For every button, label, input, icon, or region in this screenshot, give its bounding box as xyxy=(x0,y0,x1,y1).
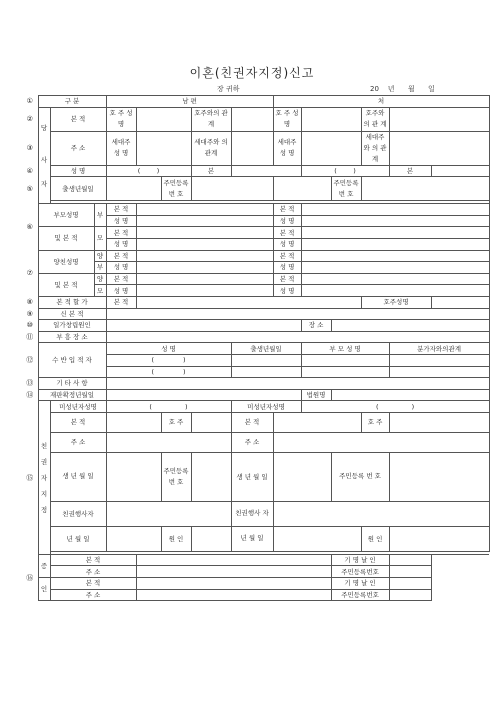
address-label: 주 소 xyxy=(50,589,136,601)
wife-father-name-field[interactable] xyxy=(301,215,489,227)
custodian-label: 친권행사자 xyxy=(50,501,106,526)
row-number: ⑥ xyxy=(22,204,38,250)
resident-number-label: 주민등록번호 xyxy=(331,566,389,578)
court-name-label: 법원명 xyxy=(301,389,331,401)
minor-name-field-2[interactable]: ( ) xyxy=(301,401,489,413)
hoju-relation-label: 호주와의 관 계 xyxy=(191,107,231,131)
husband-mother-name-field[interactable] xyxy=(136,238,273,250)
row-number: ② xyxy=(22,107,38,131)
bon-label: 본 xyxy=(389,165,431,177)
row-number: ⑯ xyxy=(22,554,38,600)
witness-label: 증 xyxy=(38,554,50,577)
resident-number-label: 주민등록 번 호 xyxy=(161,177,191,201)
bonjeok-label: 본 적 xyxy=(50,412,106,432)
husband-mother-bonjeok-field[interactable] xyxy=(136,227,273,239)
page-title: 이혼(친권자지정)신고 xyxy=(189,66,315,80)
husband-adoptive-father-bonjeok-field[interactable] xyxy=(136,250,273,262)
bon-label: 본 xyxy=(191,165,231,177)
minor1-custodian-field[interactable] xyxy=(106,501,231,526)
witness2-resident-number-field[interactable] xyxy=(389,589,431,601)
row-number: ⑮ xyxy=(22,401,38,555)
wife-birthdate-field[interactable] xyxy=(273,177,331,201)
hoju-relation-label: 호주와의 관 계 xyxy=(361,107,389,131)
new-family-bonjeok-field[interactable] xyxy=(136,296,361,308)
wife-householder-field[interactable] xyxy=(301,131,361,165)
row-number: ③ xyxy=(22,131,38,165)
householder-name-label: 세대주 성 명 xyxy=(106,131,136,165)
row-number: ⑭ xyxy=(22,389,38,401)
father-label: 부 xyxy=(94,262,106,274)
name-label: 성 명 xyxy=(273,215,301,227)
new-bonjeok-field[interactable] xyxy=(106,308,489,320)
accompanying-birth-field[interactable] xyxy=(231,366,301,378)
minor2-hoju-field[interactable] xyxy=(389,412,489,432)
wife-resident-number-field[interactable] xyxy=(361,177,489,201)
minor2-birthdate-field[interactable] xyxy=(273,452,331,501)
wife-mother-bonjeok-field[interactable] xyxy=(301,227,489,239)
signature-label: 기 명 날 인 xyxy=(331,554,389,566)
bonjeok-label: 본 적 xyxy=(106,227,136,239)
witness-label: 인 xyxy=(38,578,50,601)
accompanying-name-field[interactable]: ( ) xyxy=(106,366,231,378)
other-matters-label: 기 타 사 항 xyxy=(38,378,106,390)
wife-header: 처 xyxy=(273,96,489,108)
husband-adoptive-mother-name-field[interactable] xyxy=(136,285,273,297)
accompanying-name-field[interactable]: ( ) xyxy=(106,354,231,366)
name-label: 성 명 xyxy=(273,262,301,274)
accompanying-relation-field[interactable] xyxy=(389,366,489,378)
witness2-address-field[interactable] xyxy=(136,589,331,601)
name-label: 성 명 xyxy=(106,285,136,297)
col-birth-header: 출생년월일 xyxy=(231,343,301,355)
wife-adoptive-mother-name-field[interactable] xyxy=(301,285,489,297)
minor1-birthdate-field[interactable] xyxy=(106,452,161,501)
date-line: 20 년 월 일 xyxy=(370,85,435,93)
householder-relation-label: 세대주와 의 관계 xyxy=(361,131,389,165)
witness1-signature-field[interactable] xyxy=(389,554,431,566)
resident-number-label: 주민등록번호 xyxy=(331,589,389,601)
parents-name-label: 부모성명 xyxy=(38,204,94,227)
bonjeok-label: 본 적 xyxy=(231,412,273,432)
wife-adoptive-mother-bonjeok-field[interactable] xyxy=(301,273,489,285)
row-number: ⑦ xyxy=(22,250,38,296)
col-parents-header: 부 모 성 명 xyxy=(301,343,389,355)
yang-label: 양 xyxy=(94,250,106,262)
date-label: 년 월 일 xyxy=(231,526,273,551)
address-label: 주 소 xyxy=(50,432,106,452)
dangsa-ja-label: 당 사 자 xyxy=(38,107,50,204)
minor2-bonjeok-field[interactable] xyxy=(273,412,361,432)
wife-father-bonjeok-field[interactable] xyxy=(301,204,489,216)
accompanying-relation-field[interactable] xyxy=(389,354,489,366)
husband-name-field[interactable]: ( ) xyxy=(106,165,191,177)
husband-adoptive-father-name-field[interactable] xyxy=(136,262,273,274)
name-label: 성 명 xyxy=(106,238,136,250)
minor2-resident-number-field[interactable] xyxy=(389,452,489,501)
householder-relation-label: 세대주와 의 관계 xyxy=(191,131,231,165)
witness1-address-field[interactable] xyxy=(136,566,331,578)
adoptive-parents-label: 양친성명 xyxy=(38,250,94,273)
husband-header: 남 편 xyxy=(106,96,273,108)
divorce-report-form xyxy=(22,95,490,601)
bonjeok-label: 본 적 xyxy=(106,204,136,216)
husband-householder-relation-field[interactable] xyxy=(231,131,273,165)
minor2-address-field[interactable] xyxy=(273,432,489,452)
husband-hoju-name-field[interactable] xyxy=(136,107,191,131)
family-founding-reason-label: 일가창립원인 xyxy=(38,320,106,332)
signature-label: 기 명 날 인 xyxy=(331,578,389,590)
judgment-date-label: 재판확정년월일 xyxy=(38,389,106,401)
name-label: 성 명 xyxy=(273,238,301,250)
minor1-address-field[interactable] xyxy=(106,432,231,452)
accompanying-parents-field[interactable] xyxy=(301,354,389,366)
minor2-date-field[interactable] xyxy=(273,526,361,551)
minor1-cause-field[interactable] xyxy=(191,526,231,551)
hoju-seongmyeong-label: 호주성명 xyxy=(361,296,431,308)
bonjeok-label: 본 적 xyxy=(50,107,106,131)
col-relation-header: 분가자와의관계 xyxy=(389,343,489,355)
witness2-signature-field[interactable] xyxy=(389,578,431,590)
name-label: 성 명 xyxy=(273,285,301,297)
revival-place-field[interactable] xyxy=(106,331,489,343)
wife-adoptive-father-name-field[interactable] xyxy=(301,262,489,274)
wife-hoju-relation-field[interactable] xyxy=(389,107,489,131)
birthdate-label: 출생년월일 xyxy=(50,177,106,201)
row-number: ⑩ xyxy=(22,320,38,332)
bonjeok-label: 본 적 xyxy=(273,250,301,262)
new-family-bonjeok-label: 본 적 할 가 xyxy=(38,296,106,308)
cause-label: 원 인 xyxy=(161,526,191,551)
householder-name-label: 세대주 성 명 xyxy=(273,131,301,165)
yang-label: 양 xyxy=(94,273,106,285)
row-number: ④ xyxy=(22,165,38,177)
minor1-date-field[interactable] xyxy=(106,526,161,551)
place-label: 장 소 xyxy=(301,320,331,332)
bonjeok-label: 본 적 xyxy=(273,204,301,216)
new-bonjeok-label: 신 본 적 xyxy=(38,308,106,320)
wife-adoptive-father-bonjeok-field[interactable] xyxy=(301,250,489,262)
bonjeok-label: 본 적 xyxy=(106,296,136,308)
bonjeok-label: 본 적 xyxy=(50,578,136,590)
accompanying-registrant-label: 수 반 입 적 자 xyxy=(38,343,106,378)
birthdate-label: 생 년 월 일 xyxy=(50,452,106,501)
address-label: 주 소 xyxy=(50,566,136,578)
wife-hoju-name-field[interactable] xyxy=(301,107,361,131)
judgment-date-field[interactable] xyxy=(106,389,301,401)
and-bonjeok-label: 및 본 적 xyxy=(38,273,94,296)
bonjeok-label: 본 적 xyxy=(273,273,301,285)
custody-designation-label: 친 권 자 지 정 xyxy=(38,401,50,555)
accompanying-birth-field[interactable] xyxy=(231,354,301,366)
hoju-name-label: 호 주 성 명 xyxy=(106,107,136,131)
bonjeok-label: 본 적 xyxy=(106,250,136,262)
witness1-resident-number-field[interactable] xyxy=(389,566,431,578)
accompanying-parents-field[interactable] xyxy=(301,366,389,378)
birthdate-label: 생 년 월 일 xyxy=(231,452,273,501)
name-label: 성 명 xyxy=(50,165,106,177)
row-number: ⑧ xyxy=(22,296,38,308)
bonjeok-label: 본 적 xyxy=(106,273,136,285)
court-name-field[interactable] xyxy=(331,389,489,401)
husband-bon-field[interactable] xyxy=(231,165,301,177)
family-founding-reason-field[interactable] xyxy=(106,320,301,332)
husband-father-name-field[interactable] xyxy=(136,215,273,227)
minor-name-field-1[interactable]: ( ) xyxy=(106,401,231,413)
other-matters-field[interactable] xyxy=(106,378,489,390)
revival-place-label: 부 흥 장 소 xyxy=(38,331,106,343)
hoju-label: 호 주 xyxy=(361,412,389,432)
gubun-header: 구 분 xyxy=(38,96,106,108)
husband-father-bonjeok-field[interactable] xyxy=(136,204,273,216)
husband-resident-number-field[interactable] xyxy=(191,177,273,201)
minor-name-label: 미성년자성명 xyxy=(50,401,106,413)
wife-mother-name-field[interactable] xyxy=(301,238,489,250)
col-name-header: 성 명 xyxy=(106,343,231,355)
wife-householder-relation-field[interactable] xyxy=(389,131,489,165)
row-number: ⑤ xyxy=(22,177,38,201)
minor1-hoju-field[interactable] xyxy=(191,412,231,432)
cause-label: 원 인 xyxy=(361,526,389,551)
name-label: 성 명 xyxy=(106,262,136,274)
husband-householder-field[interactable] xyxy=(136,131,191,165)
husband-adoptive-mother-bonjeok-field[interactable] xyxy=(136,273,273,285)
minor-name-label: 미성년자성명 xyxy=(231,401,301,413)
date-label: 년 월 일 xyxy=(50,526,106,551)
witness2-bonjeok-field[interactable] xyxy=(136,578,331,590)
address-label: 주 소 xyxy=(231,432,273,452)
hoju-label: 호 주 xyxy=(161,412,191,432)
and-bonjeok-label: 및 본 적 xyxy=(38,227,94,250)
husband-birthdate-field[interactable] xyxy=(106,177,161,201)
witness1-bonjeok-field[interactable] xyxy=(136,554,331,566)
resident-number-label: 주민등록 번 호 xyxy=(331,452,389,501)
row-number: ⑨ xyxy=(22,308,38,320)
row-number: ① xyxy=(22,96,38,108)
bonjeok-label: 본 적 xyxy=(273,227,301,239)
hoju-seongmyeong-field[interactable] xyxy=(431,296,489,308)
husband-hoju-relation-field[interactable] xyxy=(231,107,273,131)
minor2-cause-field[interactable] xyxy=(389,526,489,551)
hoju-name-label: 호 주 성 명 xyxy=(273,107,301,131)
row-number: ⑬ xyxy=(22,378,38,390)
resident-number-label: 주민등록 번 호 xyxy=(331,177,361,201)
place-field[interactable] xyxy=(331,320,489,332)
father-label: 부 xyxy=(94,204,106,227)
row-number: ⑫ xyxy=(22,343,38,378)
minor1-resident-number-field[interactable] xyxy=(191,452,231,501)
address-label: 주 소 xyxy=(50,131,106,165)
wife-name-field[interactable]: ( ) xyxy=(301,165,389,177)
mother-label: 모 xyxy=(94,227,106,250)
resident-number-label: 주민등록 번 호 xyxy=(161,452,191,501)
row-number: ⑪ xyxy=(22,331,38,343)
custodian-label: 친권행사 자 xyxy=(231,501,273,526)
mother-label: 모 xyxy=(94,285,106,297)
addressee: 장 귀하 xyxy=(217,85,240,93)
minor1-bonjeok-field[interactable] xyxy=(106,412,161,432)
name-label: 성 명 xyxy=(106,215,136,227)
wife-bon-field[interactable] xyxy=(431,165,489,177)
bonjeok-label: 본 적 xyxy=(50,554,136,566)
minor2-custodian-field[interactable] xyxy=(273,501,489,526)
